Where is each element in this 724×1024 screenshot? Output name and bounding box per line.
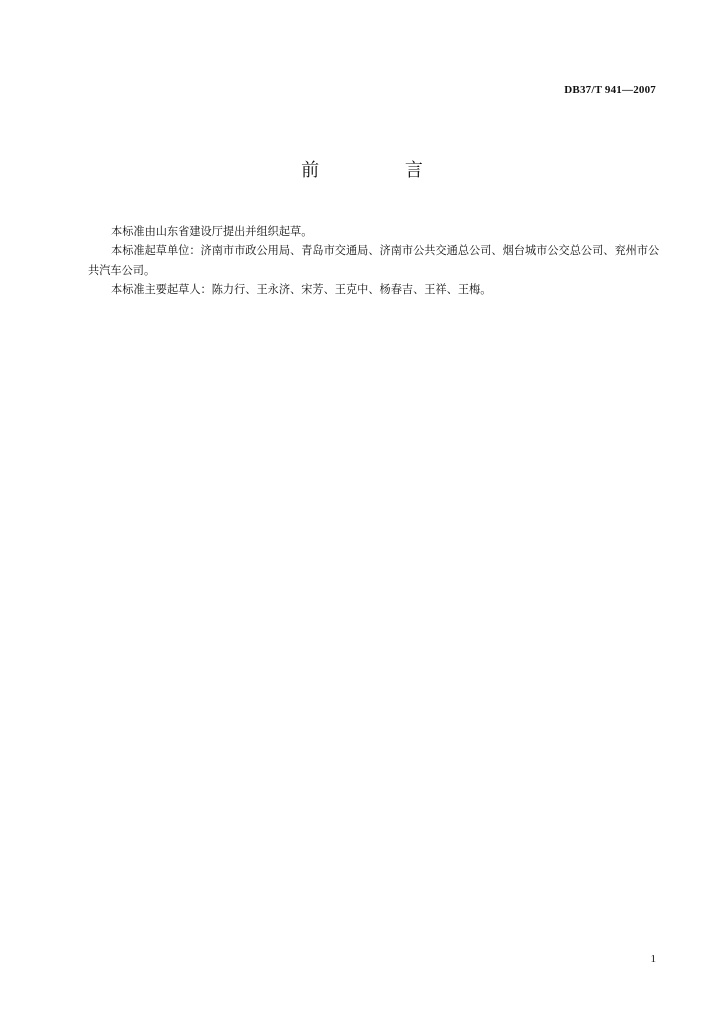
paragraph-drafters: 本标准主要起草人：陈力行、王永济、宋芳、王克中、杨春吉、王祥、王梅。 bbox=[111, 282, 492, 296]
page-title: 前 言 bbox=[301, 160, 463, 181]
paragraph-proposer: 本标准由山东省建设厅提出并组织起草。 bbox=[111, 225, 313, 238]
paragraph-drafting-units: 本标准起草单位：济南市市政公用局、青岛市交通局、济南市公共交通总公司、烟台城市公交总公司、兖州市公共汽车公司。 bbox=[88, 244, 660, 277]
foreword-body bbox=[88, 222, 660, 299]
standard-code: DB37/T 941—2007 bbox=[564, 84, 656, 96]
page-number: 1 bbox=[650, 953, 656, 965]
